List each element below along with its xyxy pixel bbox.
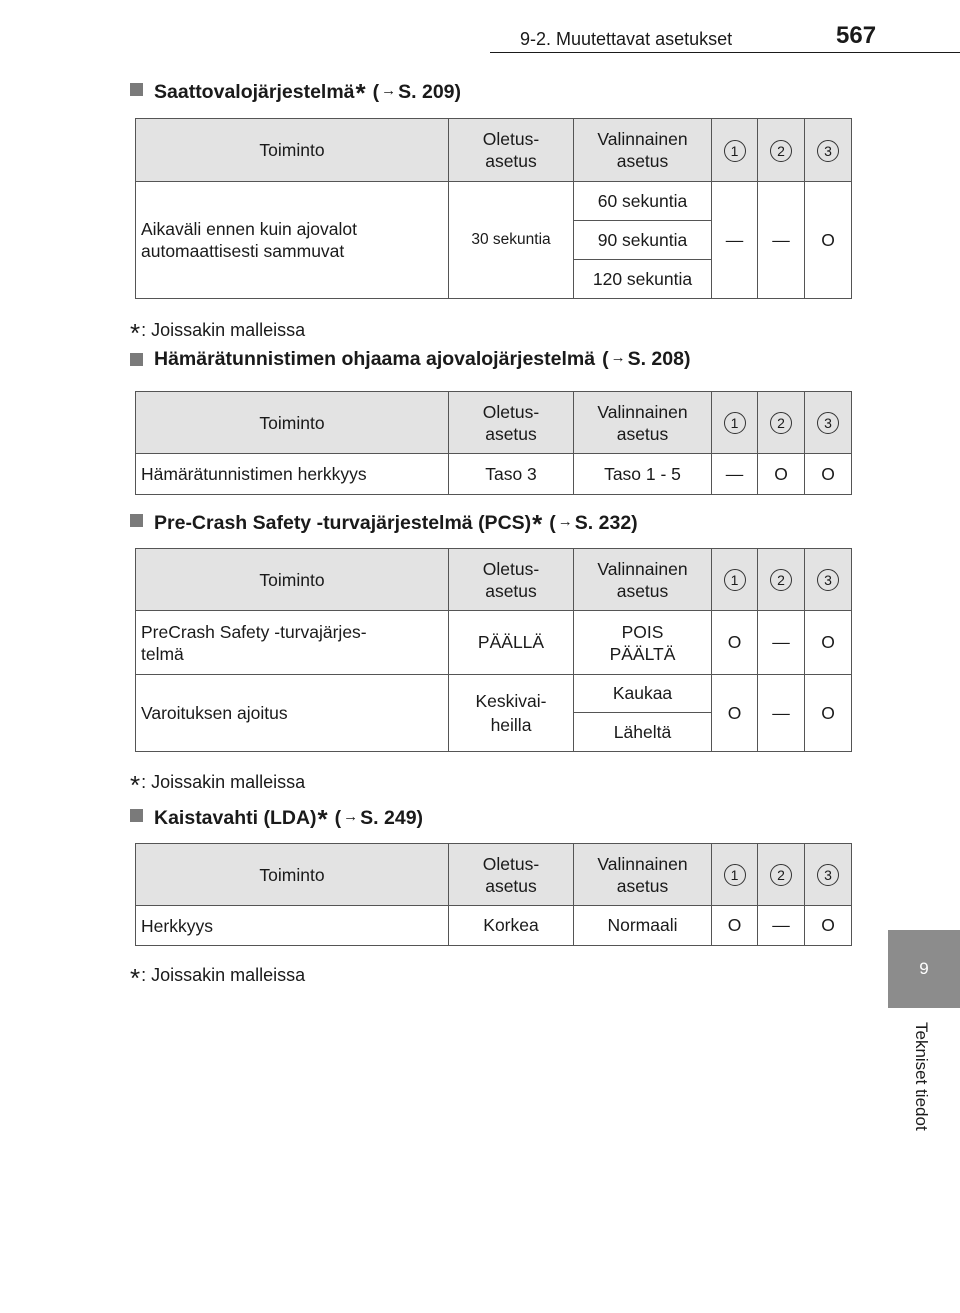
square-bullet-icon (130, 809, 143, 822)
page-ref-link[interactable]: S. 232) (574, 512, 638, 534)
table-cell-c3: O (805, 611, 852, 675)
header-rule (490, 52, 960, 53)
footnote: * : Joissakin malleissa (130, 770, 306, 800)
table-cell-c2: O (758, 454, 805, 495)
arrow-right-icon: → (557, 513, 573, 530)
circled-1-icon: 1 (724, 864, 746, 886)
table-cell-c3: O (805, 182, 852, 299)
table-lda (135, 843, 852, 946)
heading-hamaratunnistin: Hämärätunnistimen ohjaama ajovalojärjestelmä ( → S. 208) (130, 348, 690, 371)
table-cell-c1: O (712, 906, 758, 946)
circled-3-icon: 3 (817, 864, 839, 886)
table-cell-c1: O (712, 611, 758, 675)
table-cell-default: Keskivai- heilla (449, 675, 574, 752)
arrow-right-icon: → (381, 82, 397, 99)
col-default: Oletus- asetus (449, 119, 574, 182)
page-ref-link[interactable]: S. 208) (627, 348, 691, 370)
table-cell-c3: O (805, 906, 852, 946)
page-ref-link[interactable]: S. 209) (398, 81, 462, 103)
footnote: * : Joissakin malleissa (130, 963, 306, 993)
table-cell-c2: — (758, 611, 805, 675)
table-cell-c1: — (712, 454, 758, 495)
table-hamaratunnistin (135, 391, 852, 495)
table-cell-c1: O (712, 675, 758, 752)
circled-2-icon: 2 (770, 864, 792, 886)
circled-3-icon: 3 (817, 140, 839, 162)
heading-pcs: Pre-Crash Safety -turvajärjestelmä (PCS) * ( → S. 232) (130, 505, 638, 536)
col-optional: Valinnainen asetus (574, 392, 712, 454)
table-cell-c1: — (712, 182, 758, 299)
page-ref-link[interactable]: S. 249) (360, 807, 424, 829)
circled-1-icon: 1 (724, 569, 746, 591)
table-cell-c3: O (805, 675, 852, 752)
table-cell-default: 30 sekuntia (449, 182, 574, 299)
square-bullet-icon (130, 514, 143, 527)
col-default: Oletus- asetus (449, 392, 574, 454)
table-cell-option: 90 sekuntia (574, 221, 712, 260)
table-cell-option: 120 sekuntia (574, 260, 712, 299)
col-function: Toiminto (136, 119, 449, 182)
circled-3-icon: 3 (817, 412, 839, 434)
table-cell-option: Läheltä (574, 713, 712, 752)
table-cell-default: Taso 3 (449, 454, 574, 495)
table-cell-default: Korkea (449, 906, 574, 946)
arrow-right-icon: → (343, 808, 359, 825)
col-optional: Valinnainen asetus (574, 549, 712, 611)
heading-lda: Kaistavahti (LDA) * ( → S. 249) (130, 800, 423, 831)
table-saattovalo (135, 118, 852, 299)
table-cell-function: PreCrash Safety -turvajärjes- telmä (136, 611, 449, 675)
square-bullet-icon (130, 353, 143, 366)
table-cell-option: 60 sekuntia (574, 182, 712, 221)
col-optional: Valinnainen asetus (574, 844, 712, 906)
table-cell-option: Normaali (574, 906, 712, 946)
page-number: 567 (836, 22, 877, 49)
square-bullet-icon (130, 83, 143, 96)
col-optional: Valinnainen asetus (574, 119, 712, 182)
table-cell-c2: — (758, 182, 805, 299)
chapter-number: 9 (919, 959, 929, 978)
footnote: * : Joissakin malleissa (130, 318, 306, 348)
arrow-right-icon: → (610, 349, 626, 366)
circled-1-icon: 1 (724, 412, 746, 434)
table-cell-c3: O (805, 454, 852, 495)
table-cell-function: Herkkyys (136, 906, 449, 946)
circled-2-icon: 2 (770, 569, 792, 591)
col-function: Toiminto (136, 549, 449, 611)
table-cell-function: Varoituksen ajoitus (136, 675, 449, 752)
circled-3-icon: 3 (817, 569, 839, 591)
col-function: Toiminto (136, 392, 449, 454)
col-default: Oletus- asetus (449, 844, 574, 906)
circled-2-icon: 2 (770, 140, 792, 162)
table-cell-option: Taso 1 - 5 (574, 454, 712, 495)
header-section-title: 9-2. Muutettavat asetukset (520, 29, 733, 49)
circled-2-icon: 2 (770, 412, 792, 434)
table-pcs (135, 548, 852, 752)
table-cell-function: Aikaväli ennen kuin ajovalot automaattisesti sammuvat (136, 182, 449, 299)
table-cell-c2: — (758, 675, 805, 752)
col-default: Oletus- asetus (449, 549, 574, 611)
table-cell-default: PÄÄLLÄ (449, 611, 574, 675)
table-cell-c2: — (758, 906, 805, 946)
col-function: Toiminto (136, 844, 449, 906)
chapter-tab (888, 930, 960, 1008)
circled-1-icon: 1 (724, 140, 746, 162)
heading-saattovalo: Saattovalojärjestelmä * ( → S. 209) (130, 74, 461, 105)
table-cell-option: Kaukaa (574, 675, 712, 713)
table-cell-function: Hämärätunnistimen herkkyys (136, 454, 449, 495)
chapter-label: Tekniset tiedot (912, 1022, 931, 1131)
table-cell-option: POIS PÄÄLTÄ (574, 611, 712, 675)
